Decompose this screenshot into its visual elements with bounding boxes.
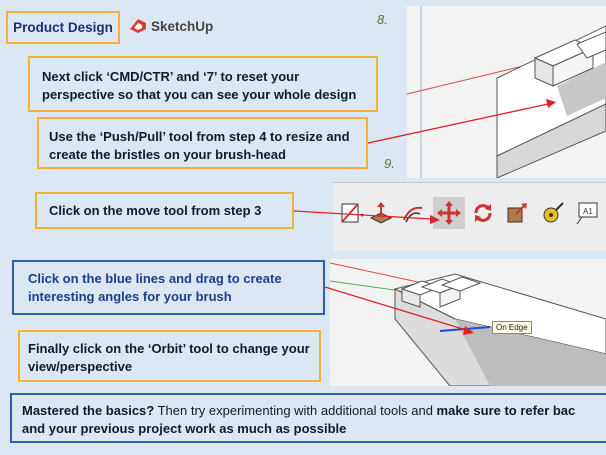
logo-text: SketchUp — [151, 18, 214, 34]
page-title: Product Design — [6, 11, 120, 44]
arrow-blue-lines — [325, 287, 466, 330]
arrow-blue-lines-head — [463, 326, 474, 335]
instruction-text: Use the ‘Push/Pull’ tool from step 4 to resize and create the bristles on your brush-head — [49, 129, 350, 162]
step-8-label: 8. — [377, 12, 388, 27]
footer-part3: make sure to refer bac — [436, 403, 576, 418]
arrow-move-head — [430, 215, 440, 224]
step-9-label: 9. — [384, 156, 395, 171]
instruction-text: Click on the blue lines and drag to create interesting angles for your brush — [28, 271, 282, 304]
instruction-text: Next click ‘CMD/CTR’ and ‘7’ to reset your perspective so that you can see your whole design — [42, 69, 357, 102]
arrow-move — [294, 211, 432, 219]
arrow-pushpull — [368, 104, 548, 143]
footer-part1: Mastered the basics? — [22, 403, 155, 418]
instruction-text: Finally click on the ‘Orbit’ tool to change your view/perspective — [28, 341, 310, 374]
arrow-pushpull-head — [546, 99, 556, 108]
footer-part2: Then try experimenting with additional tools and — [154, 403, 437, 418]
instruction-text: Click on the move tool from step 3 — [49, 203, 262, 218]
footer-part4: and your previous project work as much as possible — [22, 421, 347, 436]
text-tool-label: A1 — [583, 207, 593, 216]
on-edge-tooltip: On Edge — [492, 321, 532, 334]
